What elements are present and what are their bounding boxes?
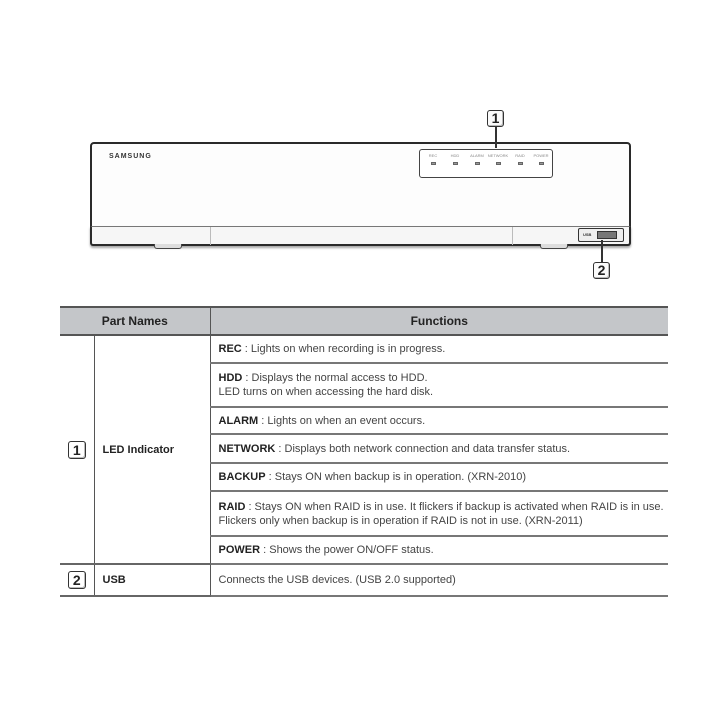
usb-port: USB bbox=[578, 228, 624, 242]
function-raid: RAID : Stays ON when RAID is in use. It flickers if backup is activated when RAID is in use. Flickers only when backup is in operation if RAID is not in use. (XRN-2011) bbox=[210, 491, 668, 536]
led-hdd: HDD bbox=[444, 153, 466, 165]
header-part-names: Part Names bbox=[60, 307, 210, 335]
callout-line bbox=[495, 127, 497, 148]
led-light-icon bbox=[539, 162, 544, 165]
part-name-usb: USB bbox=[94, 564, 210, 596]
table-row bbox=[60, 335, 668, 363]
led-rec: REC bbox=[422, 153, 444, 165]
function-rec: REC : Lights on when recording is in progress. bbox=[210, 335, 668, 363]
led-light-icon bbox=[496, 162, 501, 165]
function-usb: Connects the USB devices. (USB 2.0 supported) bbox=[210, 564, 668, 596]
function-alarm: ALARM : Lights on when an event occurs. bbox=[210, 407, 668, 434]
callout-line bbox=[601, 240, 603, 262]
led-network: NETWORK bbox=[487, 153, 509, 165]
led-light-icon bbox=[475, 162, 480, 165]
function-backup: BACKUP : Stays ON when backup is in operation. (XRN-2010) bbox=[210, 463, 668, 491]
device-foot bbox=[540, 244, 568, 249]
function-network: NETWORK : Displays both network connection and data transfer status. bbox=[210, 434, 668, 463]
led-light-icon bbox=[431, 162, 436, 165]
table-row bbox=[60, 564, 668, 596]
led-raid: RAID bbox=[509, 153, 531, 165]
nvr-front-panel bbox=[90, 142, 631, 229]
usb-slot-icon bbox=[597, 231, 617, 239]
part-name-led-indicator: LED Indicator bbox=[94, 335, 210, 564]
led-light-icon bbox=[453, 162, 458, 165]
divider bbox=[512, 227, 513, 245]
number-badge-2: 2 bbox=[68, 571, 86, 589]
led-light-icon bbox=[518, 162, 523, 165]
number-badge-1: 1 bbox=[68, 441, 86, 459]
led-power: POWER bbox=[530, 153, 552, 165]
header-functions: Functions bbox=[210, 307, 668, 335]
callout-2: 2 bbox=[593, 262, 610, 279]
part-number-cell bbox=[60, 564, 94, 596]
function-power: POWER : Shows the power ON/OFF status. bbox=[210, 536, 668, 564]
divider bbox=[210, 227, 211, 245]
parts-table bbox=[60, 306, 668, 597]
device-base bbox=[90, 226, 631, 246]
brand-logo: SAMSUNG bbox=[109, 153, 152, 160]
led-indicator-panel bbox=[419, 149, 553, 178]
callout-1: 1 bbox=[487, 110, 504, 127]
device-foot bbox=[154, 244, 182, 249]
led-alarm: ALARM bbox=[466, 153, 488, 165]
function-hdd: HDD : Displays the normal access to HDD. LED turns on when accessing the hard disk. bbox=[210, 363, 668, 407]
part-number-cell bbox=[60, 335, 94, 564]
